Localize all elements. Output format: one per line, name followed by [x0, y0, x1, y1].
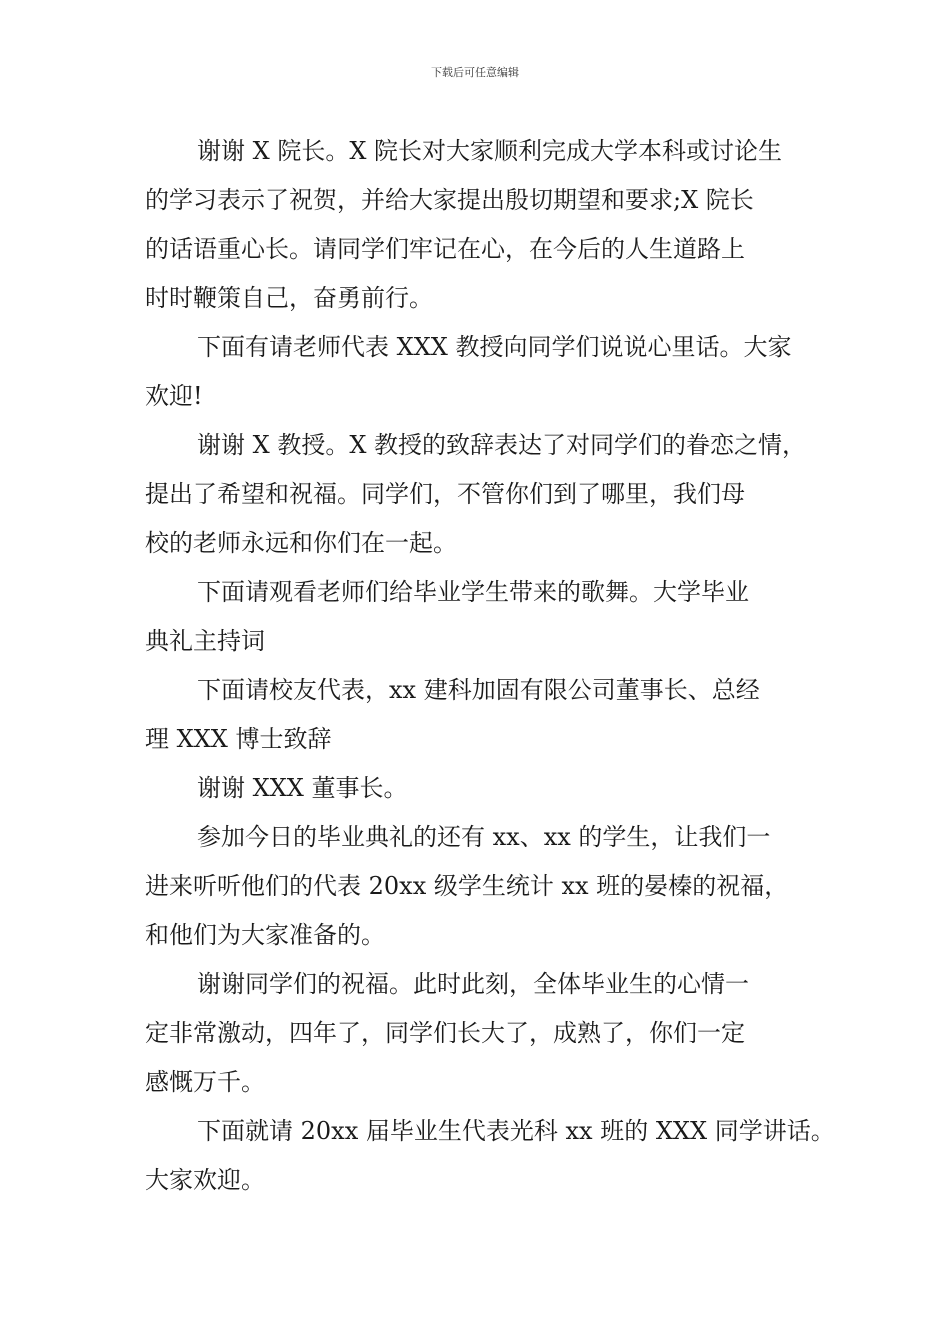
paragraph [145, 323, 820, 421]
paragraph [145, 568, 820, 666]
text-line: 的话语重心长。请同学们牢记在心，在今后的人生道路上 [145, 235, 745, 263]
text-line: 感慨万千。 [145, 1068, 265, 1096]
text-line: 理 XXX 博士致辞 [145, 725, 332, 753]
text-line: 提出了希望和祝福。同学们，不管你们到了哪里，我们母 [145, 480, 745, 508]
text-line: 下面有请老师代表 XXX 教授向同学们说说心里话。大家 [197, 333, 792, 361]
text-line: 时时鞭策自己，奋勇前行。 [145, 284, 433, 312]
text-line: 谢谢 XXX 董事长。 [197, 774, 408, 802]
text-line: 定非常激动，四年了，同学们长大了，成熟了，你们一定 [145, 1019, 745, 1047]
text-line: 的学习表示了祝贺，并给大家提出殷切期望和要求;X 院长 [145, 186, 754, 214]
text-line: 参加今日的毕业典礼的还有 xx、xx 的学生，让我们一 [197, 823, 771, 851]
paragraph [145, 127, 820, 323]
text-line: 大家欢迎。 [145, 1166, 265, 1194]
text-line: 下面请校友代表，xx 建科加固有限公司董事长、总经 [197, 676, 760, 704]
document-body [145, 127, 835, 1205]
paragraph [145, 960, 820, 1107]
text-line: 谢谢 X 教授。X 教授的致辞表达了对同学们的眷恋之情， [197, 431, 807, 459]
text-line: 典礼主持词 [145, 627, 265, 655]
text-line: 校的老师永远和你们在一起。 [145, 529, 457, 557]
text-line: 下面就请 20xx 届毕业生代表光科 xx 班的 XXX 同学讲话。 [197, 1117, 835, 1145]
text-line: 进来听听他们的代表 20xx 级学生统计 xx 班的晏榛的祝福， [145, 872, 789, 900]
paragraph [145, 764, 820, 813]
paragraph [145, 813, 820, 960]
text-line: 下面请观看老师们给毕业学生带来的歌舞。大学毕业 [197, 578, 749, 606]
paragraph [145, 1107, 835, 1205]
text-line: 谢谢 X 院长。X 院长对大家顺利完成大学本科或讨论生 [197, 137, 783, 165]
text-line: 谢谢同学们的祝福。此时此刻，全体毕业生的心情一 [197, 970, 749, 998]
page-header: 下载后可任意编辑 [431, 66, 519, 79]
paragraph [145, 666, 820, 764]
text-line: 和他们为大家准备的。 [145, 921, 385, 949]
text-line: 欢迎! [145, 382, 203, 410]
paragraph [145, 421, 820, 568]
